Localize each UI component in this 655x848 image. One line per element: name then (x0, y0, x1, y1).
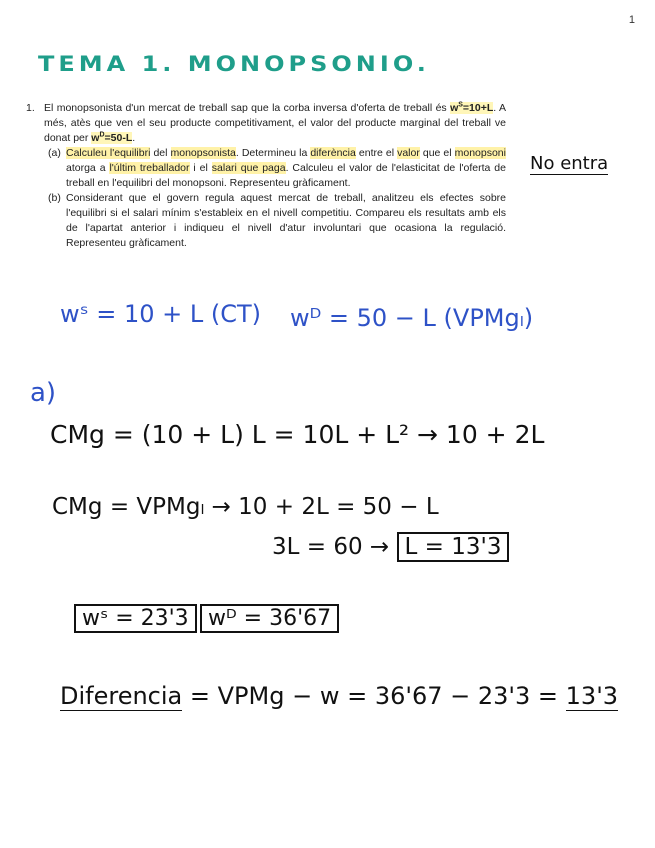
equilibrium-condition-line: CMg = VPMgₗ → 10 + 2L = 50 − L (52, 494, 439, 520)
demand-equation: $w^D=50-L$ (91, 131, 133, 144)
supply-wage-result: wˢ = 23'3 (74, 604, 197, 633)
part-a-label: (a) (48, 147, 61, 159)
no-entra-note: No entra (530, 153, 609, 174)
part-b-label: (b) (48, 192, 61, 204)
difference-line: Diferencia = VPMg − w = 36'67 − 23'3 = 13'3 (60, 682, 619, 710)
part-a-handwritten: a) (30, 378, 57, 408)
supply-equation: $w^S=10+L$ (450, 101, 494, 114)
difference-result: 13'3 (565, 682, 619, 710)
problem-number: 1. (26, 102, 35, 114)
intro-text-2: . A més, atès que ven el seu producte competitivament, el valor del producte marginal del treball ve donat per (44, 102, 506, 144)
page-number: 1 (628, 14, 635, 26)
solve-line: 3L = 60 → L = 13'3 (272, 534, 509, 560)
supply-equation-note: wˢ = 10 + L (CT) (60, 300, 261, 328)
intro-text-1: El monopsonista d'un mercat de treball sap que la corba inversa d'oferta de treball és (44, 102, 447, 114)
demand-wage-result: wᴰ = 36'67 (200, 604, 339, 633)
demand-equation-note: wᴰ = 50 − L (VPMgₗ) (290, 304, 534, 332)
handwritten-title: TEMA 1. MONOPSONIO. (38, 51, 430, 77)
difference-label: Diferencia (60, 682, 183, 710)
marginal-cost-line: CMg = (10 + L) L = 10L + L² → 10 + 2L (50, 420, 545, 449)
part-a-statement: (a) Calculeu l'equilibri del monopsonista. Determineu la diferència entre el valor que el monopsoni atorga a l'últim treballador i el salari que paga. Calculeu el valor de l'elasticitat de l'oferta de treball en l'equilibri del monopsoni. Representeu gràficament. (48, 147, 506, 189)
problem-intro: El monopsonista d'un mercat de treball sap que la corba inversa d'oferta de treball és $w^S=10+L$. A més, atès que ven el seu producte competitivament, el valor del producte marginal del treball ve donat per $w^D=50-L$. (44, 101, 506, 144)
labor-result-box: L = 13'3 (397, 532, 510, 562)
problem-statement (26, 101, 506, 251)
part-b-statement: (b) Considerant que el govern regula aquest mercat de treball, analitzeu els efectes sobre l'equilibri si el salari mínim s'estableix en el nivell competitiu. Compareu els resultats amb els de l'apartat anterior i indiqueu el nivell d'atur involuntari que ocasiona la regulació. Representeu gràficament. (48, 192, 506, 249)
